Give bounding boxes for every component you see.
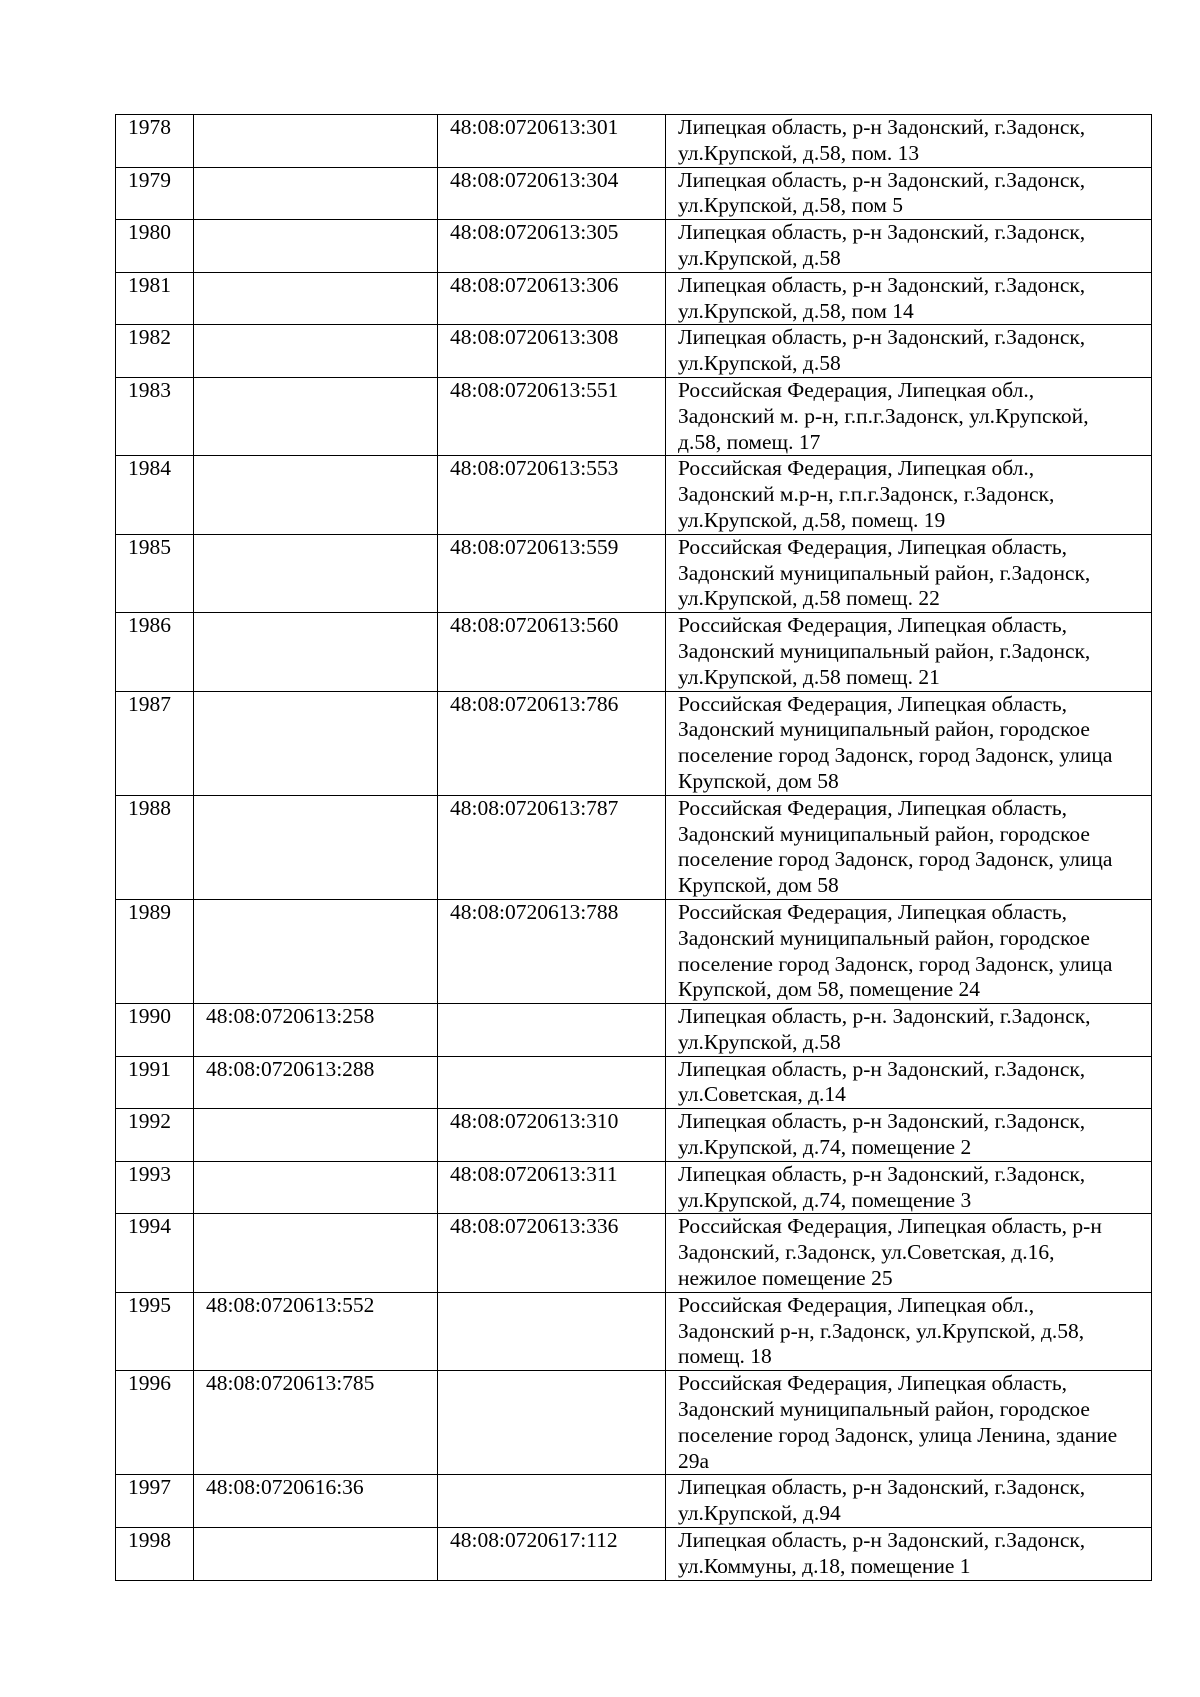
address-cell bbox=[666, 1056, 1152, 1109]
address-cell bbox=[666, 899, 1152, 1003]
table-row bbox=[116, 1528, 1152, 1581]
cadastral-number-b-cell: 48:08:0720617:112 bbox=[438, 1528, 666, 1581]
cadastral-number-a-cell bbox=[194, 899, 438, 1003]
address-line: поселение город Задонск, город Задонск, улица bbox=[678, 743, 1113, 768]
address-line: Задонский муниципальный район, городское bbox=[678, 1397, 1090, 1422]
address-cell bbox=[666, 1161, 1152, 1214]
address-line: Липецкая область, р-н Задонский, г.Задонск, bbox=[678, 1475, 1086, 1500]
address-line: Российская Федерация, Липецкая область, bbox=[678, 795, 1068, 820]
address-cell bbox=[666, 691, 1152, 795]
address-line: Задонский м. р-н, г.п.г.Задонск, ул.Крупской, bbox=[678, 403, 1089, 428]
address-line: помещ. 18 bbox=[678, 1344, 772, 1369]
address-line: Российская Федерация, Липецкая область, bbox=[678, 899, 1068, 924]
cadastral-number-a-cell bbox=[194, 272, 438, 325]
cadastral-number-a-cell bbox=[194, 115, 438, 168]
cadastral-number-b-cell: 48:08:0720613:551 bbox=[438, 377, 666, 455]
row-number-cell: 1983 bbox=[116, 377, 194, 455]
address-line: Задонский р-н, г.Задонск, ул.Крупской, д.58, bbox=[678, 1318, 1085, 1343]
address-line: ул.Крупской, д.58, пом 5 bbox=[678, 193, 904, 218]
table-row bbox=[116, 534, 1152, 612]
cadastral-number-b-cell: 48:08:0720613:301 bbox=[438, 115, 666, 168]
address-cell bbox=[666, 1214, 1152, 1292]
address-line: 29а bbox=[678, 1448, 710, 1473]
row-number-cell: 1993 bbox=[116, 1161, 194, 1214]
table-row bbox=[116, 272, 1152, 325]
address-cell bbox=[666, 1292, 1152, 1370]
address-cell bbox=[666, 1371, 1152, 1475]
table-row bbox=[116, 1292, 1152, 1370]
cadastral-number-b-cell: 48:08:0720613:786 bbox=[438, 691, 666, 795]
table-row bbox=[116, 456, 1152, 534]
address-line: Липецкая область, р-н Задонский, г.Задонск, bbox=[678, 325, 1086, 350]
row-number-cell: 1989 bbox=[116, 899, 194, 1003]
address-line: ул.Коммуны, д.18, помещение 1 bbox=[678, 1553, 971, 1578]
cadastral-number-a-cell: 48:08:0720613:785 bbox=[194, 1371, 438, 1475]
cadastral-number-a-cell bbox=[194, 1109, 438, 1162]
address-line: Российская Федерация, Липецкая область, bbox=[678, 1371, 1068, 1396]
row-number-cell: 1990 bbox=[116, 1004, 194, 1057]
table-row bbox=[116, 377, 1152, 455]
table-row bbox=[116, 1056, 1152, 1109]
row-number-cell: 1997 bbox=[116, 1475, 194, 1528]
address-cell bbox=[666, 613, 1152, 691]
cadastral-number-b-cell: 48:08:0720613:304 bbox=[438, 167, 666, 220]
address-line: Липецкая область, р-н Задонский, г.Задонск, bbox=[678, 1161, 1086, 1186]
address-line: Российская Федерация, Липецкая обл., bbox=[678, 456, 1035, 481]
cadastral-number-a-cell bbox=[194, 613, 438, 691]
table-row bbox=[116, 220, 1152, 273]
cadastral-number-b-cell: 48:08:0720613:308 bbox=[438, 325, 666, 378]
address-cell bbox=[666, 1109, 1152, 1162]
cadastral-number-a-cell bbox=[194, 1161, 438, 1214]
address-cell bbox=[666, 534, 1152, 612]
cadastral-number-b-cell bbox=[438, 1004, 666, 1057]
row-number-cell: 1996 bbox=[116, 1371, 194, 1475]
address-line: ул.Крупской, д.58 bbox=[678, 351, 841, 376]
cadastral-number-a-cell bbox=[194, 1214, 438, 1292]
cadastral-number-b-cell: 48:08:0720613:787 bbox=[438, 795, 666, 899]
address-cell bbox=[666, 115, 1152, 168]
row-number-cell: 1994 bbox=[116, 1214, 194, 1292]
cadastral-number-a-cell: 48:08:0720616:36 bbox=[194, 1475, 438, 1528]
row-number-cell: 1986 bbox=[116, 613, 194, 691]
address-line: Липецкая область, р-н Задонский, г.Задонск, bbox=[678, 1528, 1086, 1553]
address-line: Российская Федерация, Липецкая область, р-н bbox=[678, 1214, 1102, 1239]
address-line: Липецкая область, р-н Задонский, г.Задонск, bbox=[678, 1056, 1086, 1081]
table-row bbox=[116, 691, 1152, 795]
table-row bbox=[116, 899, 1152, 1003]
address-cell bbox=[666, 1004, 1152, 1057]
cadastral-number-a-cell bbox=[194, 795, 438, 899]
cadastral-number-a-cell bbox=[194, 1528, 438, 1581]
cadastral-number-b-cell: 48:08:0720613:560 bbox=[438, 613, 666, 691]
address-line: нежилое помещение 25 bbox=[678, 1266, 893, 1291]
address-line: Липецкая область, р-н Задонский, г.Задонск, bbox=[678, 272, 1086, 297]
cadastral-number-b-cell bbox=[438, 1056, 666, 1109]
cadastral-number-a-cell bbox=[194, 167, 438, 220]
row-number-cell: 1981 bbox=[116, 272, 194, 325]
cadastral-number-a-cell bbox=[194, 691, 438, 795]
row-number-cell: 1978 bbox=[116, 115, 194, 168]
address-line: ул.Крупской, д.74, помещение 3 bbox=[678, 1187, 972, 1212]
table-row bbox=[116, 1109, 1152, 1162]
row-number-cell: 1987 bbox=[116, 691, 194, 795]
table-row bbox=[116, 167, 1152, 220]
address-line: ул.Крупской, д.74, помещение 2 bbox=[678, 1135, 972, 1160]
address-line: Задонский муниципальный район, г.Задонск, bbox=[678, 560, 1091, 585]
table-row bbox=[116, 1371, 1152, 1475]
address-cell bbox=[666, 795, 1152, 899]
row-number-cell: 1995 bbox=[116, 1292, 194, 1370]
address-line: Задонский муниципальный район, городское bbox=[678, 821, 1090, 846]
address-line: Российская Федерация, Липецкая обл., bbox=[678, 1292, 1035, 1317]
cadastral-number-b-cell: 48:08:0720613:306 bbox=[438, 272, 666, 325]
cadastral-number-a-cell: 48:08:0720613:552 bbox=[194, 1292, 438, 1370]
cadastral-number-b-cell: 48:08:0720613:553 bbox=[438, 456, 666, 534]
address-line: ул.Крупской, д.58, помещ. 19 bbox=[678, 507, 946, 532]
cadastral-number-b-cell: 48:08:0720613:336 bbox=[438, 1214, 666, 1292]
table-row bbox=[116, 795, 1152, 899]
address-line: ул.Советская, д.14 bbox=[678, 1082, 846, 1107]
row-number-cell: 1998 bbox=[116, 1528, 194, 1581]
address-line: ул.Крупской, д.58, пом 14 bbox=[678, 298, 914, 323]
address-cell bbox=[666, 1475, 1152, 1528]
table-row bbox=[116, 1161, 1152, 1214]
address-line: ул.Крупской, д.58 помещ. 21 bbox=[678, 664, 940, 689]
address-line: Липецкая область, р-н. Задонский, г.Задонск, bbox=[678, 1004, 1091, 1029]
row-number-cell: 1979 bbox=[116, 167, 194, 220]
table-row bbox=[116, 1004, 1152, 1057]
cadastral-number-b-cell: 48:08:0720613:788 bbox=[438, 899, 666, 1003]
address-cell bbox=[666, 220, 1152, 273]
address-line: д.58, помещ. 17 bbox=[678, 429, 821, 454]
cadastral-number-b-cell bbox=[438, 1371, 666, 1475]
cadastral-number-b-cell: 48:08:0720613:305 bbox=[438, 220, 666, 273]
address-line: Липецкая область, р-н Задонский, г.Задонск, bbox=[678, 220, 1086, 245]
address-line: ул.Крупской, д.58 bbox=[678, 1029, 841, 1054]
document-page bbox=[115, 114, 1151, 1581]
cadastral-number-b-cell: 48:08:0720613:310 bbox=[438, 1109, 666, 1162]
table-row bbox=[116, 1475, 1152, 1528]
cadastral-number-a-cell bbox=[194, 456, 438, 534]
cadastral-number-a-cell bbox=[194, 377, 438, 455]
address-line: ул.Крупской, д.58, пом. 13 bbox=[678, 140, 920, 165]
address-cell bbox=[666, 272, 1152, 325]
row-number-cell: 1985 bbox=[116, 534, 194, 612]
address-line: поселение город Задонск, город Задонск, улица bbox=[678, 951, 1113, 976]
table-row bbox=[116, 325, 1152, 378]
address-line: Российская Федерация, Липецкая обл., bbox=[678, 377, 1035, 402]
address-line: Липецкая область, р-н Задонский, г.Задонск, bbox=[678, 167, 1086, 192]
address-line: ул.Крупской, д.94 bbox=[678, 1501, 841, 1526]
row-number-cell: 1988 bbox=[116, 795, 194, 899]
address-cell bbox=[666, 325, 1152, 378]
address-line: Крупской, дом 58, помещение 24 bbox=[678, 977, 980, 1002]
address-line: поселение город Задонск, город Задонск, улица bbox=[678, 847, 1113, 872]
address-cell bbox=[666, 456, 1152, 534]
cadastral-number-a-cell bbox=[194, 220, 438, 273]
cadastral-number-a-cell: 48:08:0720613:288 bbox=[194, 1056, 438, 1109]
address-line: Задонский муниципальный район, г.Задонск, bbox=[678, 638, 1091, 663]
cadastral-number-a-cell bbox=[194, 325, 438, 378]
address-line: Задонский муниципальный район, городское bbox=[678, 925, 1090, 950]
cadastral-number-a-cell bbox=[194, 534, 438, 612]
address-cell bbox=[666, 167, 1152, 220]
table-row bbox=[116, 613, 1152, 691]
address-cell bbox=[666, 1528, 1152, 1581]
address-line: ул.Крупской, д.58 помещ. 22 bbox=[678, 586, 940, 611]
address-line: Липецкая область, р-н Задонский, г.Задонск, bbox=[678, 115, 1086, 139]
property-table bbox=[115, 114, 1152, 1581]
cadastral-number-b-cell bbox=[438, 1292, 666, 1370]
cadastral-number-b-cell bbox=[438, 1475, 666, 1528]
address-line: Задонский, г.Задонск, ул.Советская, д.16, bbox=[678, 1240, 1055, 1265]
address-line: Российская Федерация, Липецкая область, bbox=[678, 613, 1068, 638]
row-number-cell: 1991 bbox=[116, 1056, 194, 1109]
address-line: Российская Федерация, Липецкая область, bbox=[678, 534, 1068, 559]
row-number-cell: 1980 bbox=[116, 220, 194, 273]
cadastral-number-a-cell: 48:08:0720613:258 bbox=[194, 1004, 438, 1057]
address-line: ул.Крупской, д.58 bbox=[678, 245, 841, 270]
table-body bbox=[116, 115, 1152, 1581]
address-line: Задонский муниципальный район, городское bbox=[678, 717, 1090, 742]
address-line: поселение город Задонск, улица Ленина, здание bbox=[678, 1422, 1118, 1447]
address-line: Крупской, дом 58 bbox=[678, 768, 839, 793]
cadastral-number-b-cell: 48:08:0720613:559 bbox=[438, 534, 666, 612]
address-line: Липецкая область, р-н Задонский, г.Задонск, bbox=[678, 1109, 1086, 1134]
row-number-cell: 1982 bbox=[116, 325, 194, 378]
address-line: Российская Федерация, Липецкая область, bbox=[678, 691, 1068, 716]
cadastral-number-b-cell: 48:08:0720613:311 bbox=[438, 1161, 666, 1214]
table-row bbox=[116, 1214, 1152, 1292]
row-number-cell: 1984 bbox=[116, 456, 194, 534]
table-row bbox=[116, 115, 1152, 168]
address-cell bbox=[666, 377, 1152, 455]
address-line: Крупской, дом 58 bbox=[678, 873, 839, 898]
address-line: Задонский м.р-н, г.п.г.Задонск, г.Задонск, bbox=[678, 482, 1055, 507]
row-number-cell: 1992 bbox=[116, 1109, 194, 1162]
